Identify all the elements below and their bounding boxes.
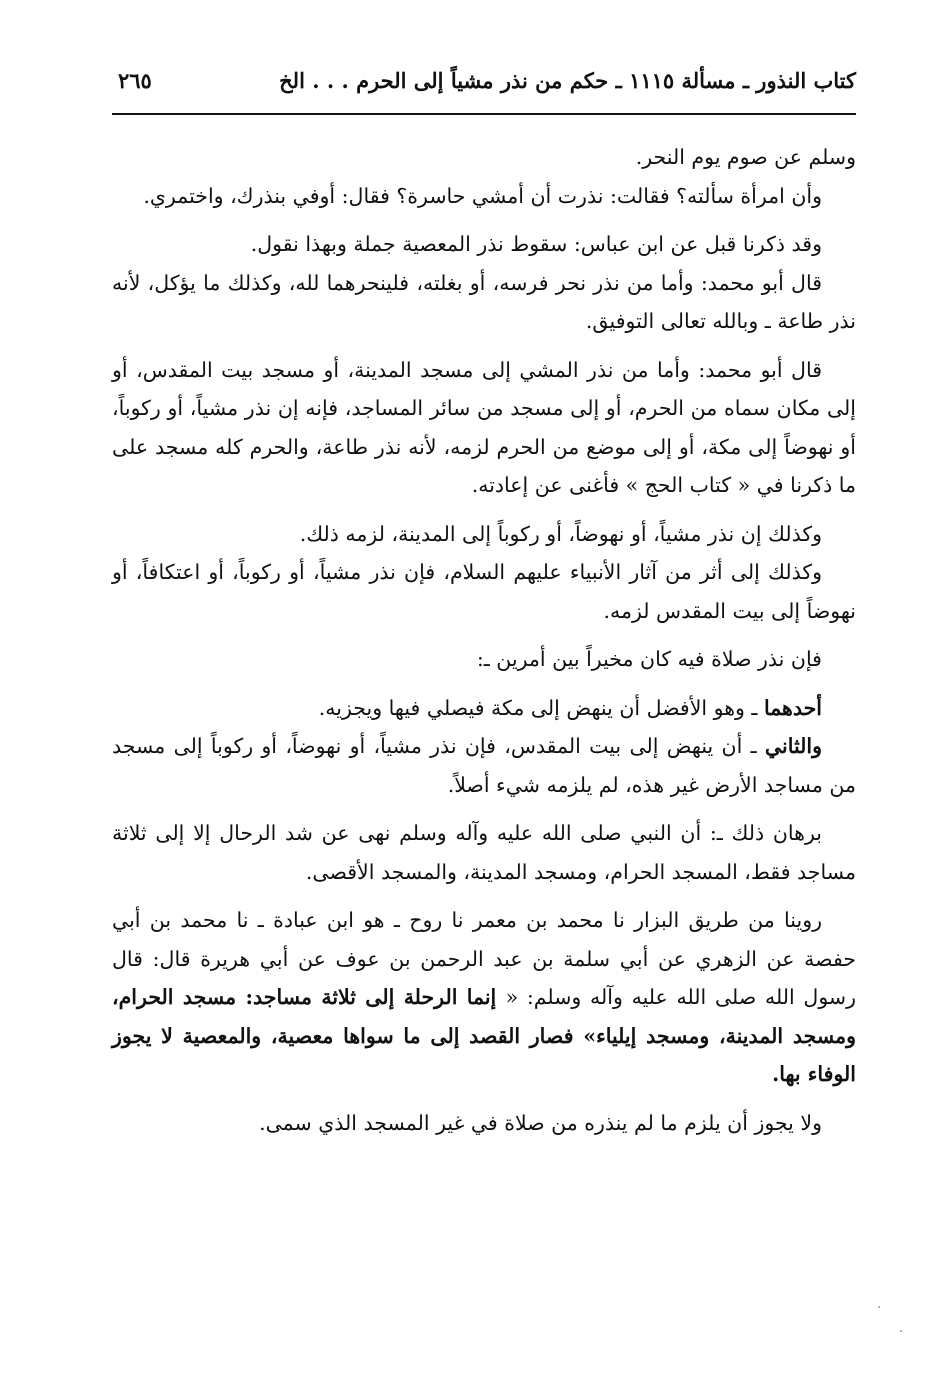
paragraph-6: وكذلك إن نذر مشياً، أو نهوضاً، أو ركوباً إلى المدينة، لزمه ذلك. xyxy=(299,521,822,546)
header-title: كتاب النذور ـ مسألة ١١١٥ ـ حكم من نذر مشياً إلى الحرم . . . الخ xyxy=(279,68,856,93)
paragraph-2: وأن امرأة سألته؟ فقالت: نذرت أن أمشي حاسرة؟ فقال: أوفي بنذرك، واختمري. xyxy=(143,183,822,208)
header-rule xyxy=(112,113,856,115)
paragraph-13: ولا يجوز أن يلزم ما لم ينذره من صلاة في غير المسجد الذي سمى. xyxy=(259,1110,822,1135)
paragraph-7: وكذلك إلى أثر من آثار الأنبياء عليهم السلام، فإن نذر مشياً، أو ركوباً، أو اعتكافاً، أو نهوضاً إلى بيت المقدس لزمه. xyxy=(112,560,856,623)
lead-word-first: أحدهما xyxy=(763,695,822,720)
scan-speck xyxy=(878,1306,880,1308)
page-number: ٢٦٥ xyxy=(118,68,152,93)
paragraph-11: برهان ذلك ـ: أن النبي صلى الله عليه وآله وسلم نهى عن شد الرحال إلا إلى ثلاثة مساجد فقط، المسجد الحرام، ومسجد المدينة، والمسجد الأقصى. xyxy=(112,821,856,884)
scan-speck xyxy=(900,1330,902,1332)
paragraph-1: وسلم عن صوم يوم النحر. xyxy=(635,145,856,169)
paragraph-4: قال أبو محمد: وأما من نذر نحر فرسه، أو بغلته، فلينحرهما لله، وكذلك ما يؤكل، لأنه نذر طاعة ـ وبالله تعالى التوفيق. xyxy=(112,270,856,333)
paragraph-5: قال أبو محمد: وأما من نذر المشي إلى مسجد المدينة، أو مسجد بيت المقدس، أو إلى مكان سماه من الحرم، أو إلى مسجد من سائر المساجد، فإنه إن نذر مشياً، أو ركوباً، أو نهوضاً إلى مكة، أو إلى موضع من الحرم لزمه، لأنه نذر طاعة، والحرم كله مسجد على ما ذكرنا في « كتاب الحج » فأغنى عن إعادته. xyxy=(112,357,856,497)
hadith-quote: إنما الرحلة إلى ثلاثة مساجد: مسجد الحرام، ومسجد المدينة، ومسجد إيلياء» فصار القصد إلى ما سواها معصية، والمعصية لا يجوز الوفاء بها. xyxy=(112,985,856,1086)
paragraph-10: والثاني ـ أن ينهض إلى بيت المقدس، فإن نذر مشياً، أو نهوضاً، أو ركوباً إلى مسجد من مساجد الأرض غير هذه، لم يلزمه شيء أصلاً. xyxy=(112,734,856,797)
paragraph-12: روينا من طريق البزار نا محمد بن معمر نا روح ـ هو ابن عبادة ـ نا محمد بن أبي حفصة عن الزهري عن أبي سلمة بن عبد الرحمن بن عوف عن أبي هريرة قال: قال رسول الله صلى الله عليه وآله وسلم: « إنما الرحلة إلى ثلاثة مساجد: مسجد الحرام، ومسجد المدينة، ومسجد إيلياء» فصار القصد إلى ما سواها معصية، والمعصية لا يجوز الوفاء بها. xyxy=(112,908,856,1086)
lead-word-second: والثاني xyxy=(764,734,822,758)
running-header xyxy=(112,62,856,102)
paragraph-3: وقد ذكرنا قبل عن ابن عباس: سقوط نذر المعصية جملة وبهذا نقول. xyxy=(250,232,822,256)
paragraph-9: أحدهما ـ وهو الأفضل أن ينهض إلى مكة فيصلي فيها ويجزيه. xyxy=(318,695,822,720)
body-text xyxy=(112,138,856,1152)
paragraph-8: فإن نذر صلاة فيه كان مخيراً بين أمرين ـ: xyxy=(476,647,822,671)
